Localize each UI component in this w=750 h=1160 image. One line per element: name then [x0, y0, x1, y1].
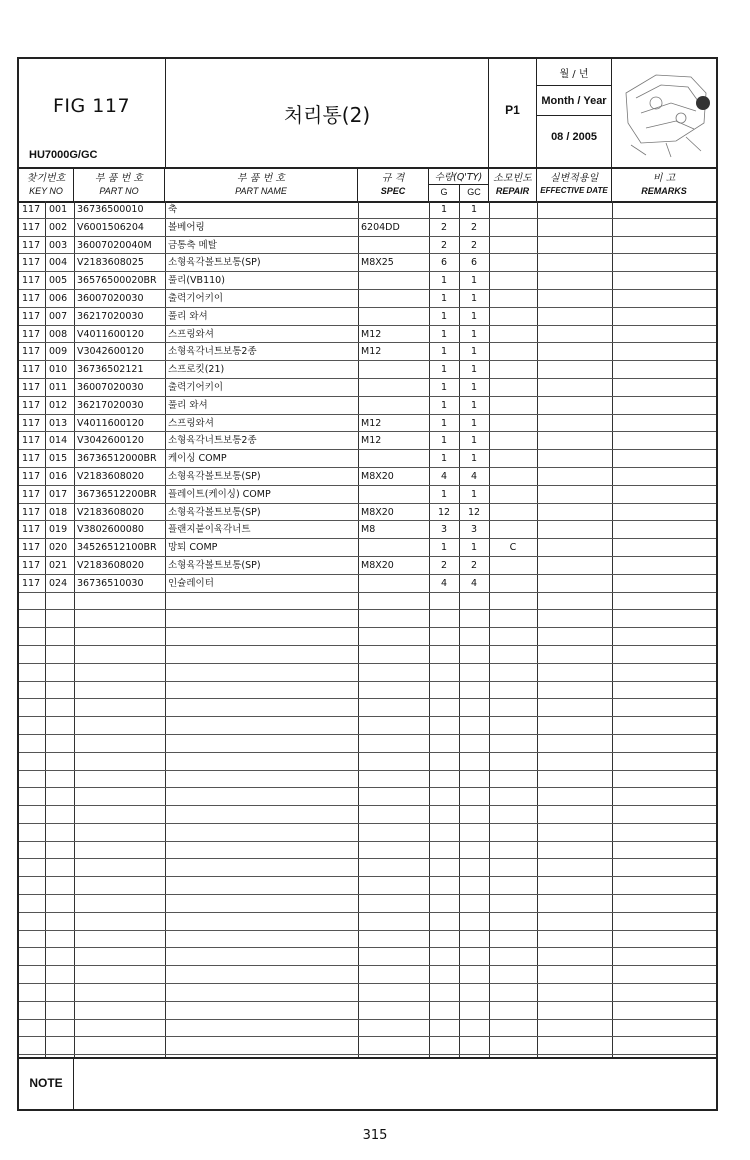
cell-name: 축	[168, 204, 178, 215]
cell-part-no: V6001506204	[77, 221, 144, 233]
cell-gc: 2	[470, 221, 478, 233]
cell-g: 1	[440, 310, 448, 322]
cell-part-no: V2183608020	[77, 559, 144, 571]
cell-fig: 117	[22, 239, 41, 251]
blank-row	[19, 699, 716, 717]
cell-part-no: V3802600080	[77, 524, 144, 536]
sheet-header	[19, 59, 716, 169]
column-headers	[19, 167, 716, 203]
fig-cell	[19, 59, 166, 167]
cell-spec: M8X20	[361, 506, 394, 518]
cell-fig: 117	[22, 346, 41, 358]
cell-fig: 117	[22, 204, 41, 215]
cell-g: 1	[440, 328, 448, 340]
cell-g: 1	[440, 488, 448, 500]
blank-row	[19, 753, 716, 771]
cell-part-no: 36736512200BR	[77, 488, 157, 500]
cell-name: 풀리 와셔	[168, 399, 208, 411]
cell-name: 인슐레이터	[168, 577, 214, 589]
cell-part-no: 36007020030	[77, 381, 144, 393]
table-row	[19, 521, 716, 539]
blank-row	[19, 771, 716, 789]
cell-key: 006	[49, 292, 68, 304]
table-row	[19, 201, 716, 219]
cell-fig: 117	[22, 470, 41, 482]
cell-fig: 117	[22, 577, 41, 589]
parts-table	[19, 201, 716, 1059]
cell-fig: 117	[22, 417, 41, 429]
cell-gc: 1	[470, 328, 478, 340]
cell-spec: M8	[361, 524, 376, 536]
cell-key: 001	[49, 204, 68, 215]
cell-key: 010	[49, 364, 68, 376]
table-row	[19, 468, 716, 486]
cell-key: 018	[49, 506, 68, 518]
table-row	[19, 415, 716, 433]
cell-name: 소형육각볼트보통(SP)	[168, 506, 261, 518]
cell-g: 1	[440, 453, 448, 465]
cell-g: 2	[440, 559, 448, 571]
cell-spec: M8X25	[361, 257, 394, 269]
cell-gc: 1	[470, 381, 478, 393]
cell-name: 금통축 메탈	[168, 239, 217, 251]
cell-name: 스프링와셔	[168, 417, 214, 429]
col-qty	[429, 167, 489, 201]
cell-name: 소형육각볼트보통(SP)	[168, 257, 261, 269]
table-row	[19, 254, 716, 272]
cell-g: 1	[440, 417, 448, 429]
blank-row	[19, 646, 716, 664]
page-code: P1	[505, 103, 520, 117]
cell-gc: 1	[470, 542, 478, 554]
page-number: 315	[362, 1128, 388, 1143]
cell-g: 4	[440, 577, 448, 589]
sketch-cell	[612, 59, 716, 167]
blank-row	[19, 1037, 716, 1055]
table-row	[19, 272, 716, 290]
table-row	[19, 343, 716, 361]
col-part-name	[165, 167, 358, 201]
model-code: HU7000G/GC	[29, 149, 98, 161]
cell-key: 009	[49, 346, 68, 358]
table-row	[19, 539, 716, 557]
cell-fig: 117	[22, 488, 41, 500]
cell-gc: 1	[470, 310, 478, 322]
blank-row	[19, 913, 716, 931]
cell-spec: M12	[361, 417, 382, 429]
cell-part-no: 36736502121	[77, 364, 144, 376]
col-part-name-en: PART NAME	[235, 186, 287, 196]
cell-part-no: 36217020030	[77, 399, 144, 411]
cell-gc: 1	[470, 292, 478, 304]
cell-g: 1	[440, 435, 448, 447]
blank-row	[19, 984, 716, 1002]
col-spec-en: SPEC	[380, 186, 406, 196]
cell-spec: M8X20	[361, 559, 394, 571]
cell-part-no: V2183608020	[77, 506, 144, 518]
cell-part-no: 36736500010	[77, 204, 144, 215]
table-row	[19, 290, 716, 308]
blank-row	[19, 877, 716, 895]
blank-row	[19, 682, 716, 700]
cell-gc: 1	[470, 488, 478, 500]
cell-g: 2	[440, 221, 448, 233]
col-remarks	[612, 167, 716, 201]
cell-gc: 4	[470, 470, 478, 482]
col-repair-en: REPAIR	[495, 186, 530, 196]
col-part-no-en: PART NO	[99, 186, 139, 196]
col-key	[19, 167, 74, 201]
cell-g: 1	[440, 542, 448, 554]
cell-key: 008	[49, 328, 68, 340]
cell-key: 024	[49, 577, 68, 589]
cell-gc: 2	[470, 559, 478, 571]
note-area	[19, 1057, 716, 1109]
col-qty-ko: 수량(Q'TY)	[434, 172, 483, 183]
cell-name: 소형육각너트보통2종	[168, 346, 257, 358]
cell-name: 스프링와셔	[168, 328, 214, 340]
cell-g: 1	[440, 275, 448, 287]
cell-part-no: 36007020040M	[77, 239, 152, 251]
table-row	[19, 308, 716, 326]
cell-fig: 117	[22, 364, 41, 376]
cell-g: 1	[440, 399, 448, 411]
blank-row	[19, 895, 716, 913]
cell-key: 019	[49, 524, 68, 536]
col-eff-ko: 실변적용일	[549, 173, 599, 184]
cell-fig: 117	[22, 310, 41, 322]
cell-spec: 6204DD	[361, 221, 400, 233]
blank-row	[19, 717, 716, 735]
cell-part-no: 36217020030	[77, 310, 144, 322]
cell-part-no: 34526512100BR	[77, 542, 157, 554]
month-year-ko: 월 / 년	[559, 69, 589, 80]
blank-row	[19, 610, 716, 628]
cell-fig: 117	[22, 328, 41, 340]
col-effective-date	[537, 167, 612, 201]
cell-name: 출력기어키이	[168, 292, 224, 304]
cell-g: 6	[440, 257, 448, 269]
cell-key: 012	[49, 399, 68, 411]
table-row	[19, 379, 716, 397]
page-code-cell	[489, 59, 537, 167]
col-part-no-ko: 부 품 번 호	[94, 173, 144, 184]
cell-g: 1	[440, 364, 448, 376]
blank-row	[19, 593, 716, 611]
cell-gc: 1	[470, 346, 478, 358]
month-year-en: Month / Year	[541, 95, 607, 107]
blank-row	[19, 966, 716, 984]
col-repair-ko: 소모빈도	[493, 173, 532, 184]
cell-g: 1	[440, 346, 448, 358]
cell-g: 4	[440, 470, 448, 482]
col-spec	[358, 167, 429, 201]
cell-name: 풀리(VB110)	[168, 275, 225, 287]
cell-fig: 117	[22, 221, 41, 233]
sheet-title: 처리통(2)	[283, 103, 371, 127]
cell-spec: M12	[361, 328, 382, 340]
cell-fig: 117	[22, 275, 41, 287]
blank-row	[19, 931, 716, 949]
cell-fig: 117	[22, 559, 41, 571]
blank-row	[19, 806, 716, 824]
col-remarks-ko: 비 고	[652, 173, 676, 184]
cell-part-no: 36576500020BR	[77, 275, 157, 287]
col-spec-ko: 규 격	[381, 173, 405, 184]
cell-gc: 4	[470, 577, 478, 589]
blank-row	[19, 664, 716, 682]
cell-part-no: V4011600120	[77, 417, 144, 429]
cell-gc: 12	[467, 506, 481, 518]
table-row	[19, 486, 716, 504]
cell-fig: 117	[22, 381, 41, 393]
cell-fig: 117	[22, 292, 41, 304]
blank-row	[19, 824, 716, 842]
table-row	[19, 219, 716, 237]
cell-fig: 117	[22, 506, 41, 518]
table-row	[19, 575, 716, 593]
table-row	[19, 361, 716, 379]
cell-key: 011	[49, 381, 68, 393]
cell-key: 015	[49, 453, 68, 465]
blank-row	[19, 788, 716, 806]
col-qty-gc: GC	[467, 187, 481, 197]
blank-row	[19, 859, 716, 877]
table-row	[19, 557, 716, 575]
cell-part-no: V4011600120	[77, 328, 144, 340]
cell-name: 망퇴 COMP	[168, 542, 218, 554]
blank-row	[19, 948, 716, 966]
cell-name: 케이싱 COMP	[168, 453, 227, 465]
cell-g: 2	[440, 239, 448, 251]
parts-sheet-frame	[17, 57, 718, 1111]
table-row	[19, 397, 716, 415]
cell-g: 1	[440, 381, 448, 393]
blank-row	[19, 842, 716, 860]
revision-date: 08 / 2005	[551, 131, 597, 143]
cell-key: 004	[49, 257, 68, 269]
cell-part-no: V2183608020	[77, 470, 144, 482]
cell-name: 소형육각볼트보통(SP)	[168, 559, 261, 571]
cell-key: 020	[49, 542, 68, 554]
cell-part-no: V3042600120	[77, 346, 144, 358]
cell-gc: 1	[470, 364, 478, 376]
cell-name: 볼베어링	[168, 221, 205, 233]
blank-row	[19, 628, 716, 646]
cell-key: 016	[49, 470, 68, 482]
cell-gc: 6	[470, 257, 478, 269]
cell-gc: 1	[470, 453, 478, 465]
fig-number: FIG 117	[53, 95, 131, 117]
cell-key: 002	[49, 221, 68, 233]
cell-part-no: V3042600120	[77, 435, 144, 447]
cell-gc: 1	[470, 435, 478, 447]
cell-fig: 117	[22, 435, 41, 447]
machine-sketch-image	[616, 63, 716, 161]
blank-row	[19, 1002, 716, 1020]
cell-g: 12	[437, 506, 451, 518]
cell-name: 풀리 와셔	[168, 310, 208, 322]
cell-name: 소형육각너트보통2종	[168, 435, 257, 447]
cell-g: 3	[440, 524, 448, 536]
table-row	[19, 326, 716, 344]
cell-name: 출력기어키이	[168, 381, 224, 393]
cell-g: 1	[440, 292, 448, 304]
cell-part-no: 36736510030	[77, 577, 144, 589]
cell-gc: 1	[470, 399, 478, 411]
cell-key: 013	[49, 417, 68, 429]
date-cell	[537, 59, 612, 167]
cell-spec: M8X20	[361, 470, 394, 482]
col-part-no	[74, 167, 165, 201]
cell-key: 014	[49, 435, 68, 447]
title-cell	[166, 59, 489, 167]
cell-gc: 3	[470, 524, 478, 536]
cell-fig: 117	[22, 399, 41, 411]
cell-name: 플랜지붙이육각너트	[168, 524, 251, 536]
cell-part-no: 36736512000BR	[77, 453, 157, 465]
cell-gc: 1	[470, 275, 478, 287]
cell-gc: 2	[470, 239, 478, 251]
cell-key: 005	[49, 275, 68, 287]
col-qty-g: G	[440, 187, 448, 197]
table-row	[19, 432, 716, 450]
cell-key: 003	[49, 239, 68, 251]
col-part-name-ko: 부 품 번 호	[236, 173, 286, 184]
cell-fig: 117	[22, 524, 41, 536]
cell-name: 스프로킷(21)	[168, 364, 225, 376]
note-label: NOTE	[19, 1057, 74, 1109]
col-key-en: KEY NO	[29, 186, 63, 196]
cell-fig: 117	[22, 542, 41, 554]
cell-name: 플레이트(케이싱) COMP	[168, 488, 271, 500]
cell-g: 1	[440, 204, 448, 215]
cell-key: 007	[49, 310, 68, 322]
cell-fig: 117	[22, 257, 41, 269]
table-row	[19, 237, 716, 255]
table-row	[19, 450, 716, 468]
col-key-ko: 찾기번호	[26, 173, 66, 184]
cell-gc: 1	[470, 417, 478, 429]
cell-spec: M12	[361, 435, 382, 447]
cell-part-no: 36007020030	[77, 292, 144, 304]
cell-name: 소형육각볼트보통(SP)	[168, 470, 261, 482]
col-remarks-en: REMARKS	[641, 186, 687, 196]
cell-key: 017	[49, 488, 68, 500]
cell-part-no: V2183608025	[77, 257, 144, 269]
cell-spec: M12	[361, 346, 382, 358]
cell-gc: 1	[470, 204, 478, 215]
parts-rows	[19, 201, 716, 1055]
table-row	[19, 504, 716, 522]
cell-fig: 117	[22, 453, 41, 465]
cell-key: 021	[49, 559, 68, 571]
blank-row	[19, 735, 716, 753]
col-eff-en: EFFECTIVE DATE	[540, 186, 608, 195]
col-repair	[489, 167, 537, 201]
blank-row	[19, 1020, 716, 1038]
cell-repair: C	[509, 542, 517, 554]
